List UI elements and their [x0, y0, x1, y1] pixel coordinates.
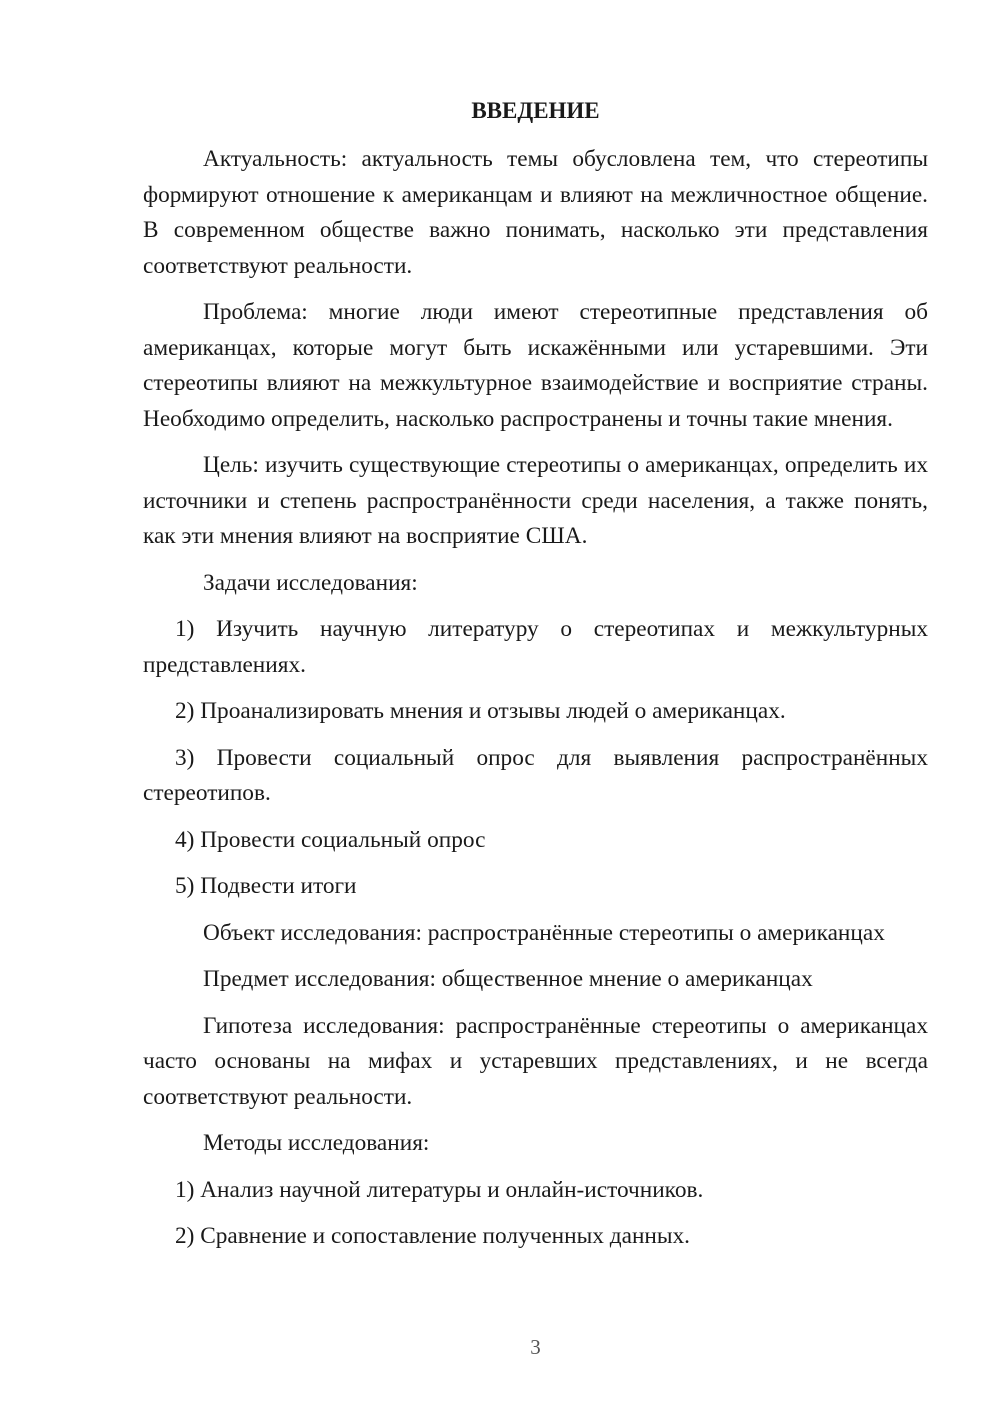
- task-item-5: 5) Подвести итоги: [175, 873, 357, 899]
- paragraph-goal: Цель: изучить существующие стереотипы о американцах, определить их источники и степень распространённости среди населения, а также понять, как эти мнения влияют на восприятие США.: [143, 452, 928, 549]
- paragraph-relevance: Актуальность: актуальность темы обусловлена тем, что стереотипы формируют отношение к американцам и влияют на межличностное общение. В современном обществе важно понимать, насколько эти представления соответствуют реальности.: [143, 146, 928, 279]
- paragraph-subject: Предмет исследования: общественное мнение о американцах: [203, 966, 813, 992]
- paragraph-hypothesis: Гипотеза исследования: распространённые стереотипы о американцах часто основаны на мифах и устаревших представлениях, и не всегда соответствуют реальности.: [143, 1012, 928, 1110]
- method-item-1: 1) Анализ научной литературы и онлайн-источников.: [175, 1176, 704, 1203]
- paragraph-tasks-heading: Задачи исследования:: [203, 569, 418, 596]
- task-item-4: 4) Провести социальный опрос: [175, 826, 486, 853]
- document-body: [143, 142, 928, 1266]
- task-item-1: 1) Изучить научную литературу о стереотипах и межкультурных представлениях.: [143, 616, 928, 678]
- paragraph-problem: Проблема: многие люди имеют стереотипные представления об американцах, которые могут быть искажёнными или устаревшими. Эти стереотипы влияют на межкультурное взаимодействие и восприятие страны. Необходимо определить, насколько распространены и точны такие мнения.: [143, 299, 928, 432]
- task-item-2: 2) Проанализировать мнения и отзывы людей о американцах.: [175, 698, 786, 724]
- paragraph-object: Объект исследования: распространённые стереотипы о американцах: [203, 919, 885, 946]
- method-item-2: 2) Сравнение и сопоставление полученных данных.: [175, 1223, 690, 1249]
- section-title: ВВЕДЕНИЕ: [471, 98, 600, 123]
- task-item-3: 3) Провести социальный опрос для выявления распространённых стереотипов.: [143, 744, 928, 806]
- page-number: 3: [530, 1335, 541, 1359]
- document-page: [143, 0, 928, 1414]
- paragraph-methods-heading: Методы исследования:: [203, 1130, 430, 1156]
